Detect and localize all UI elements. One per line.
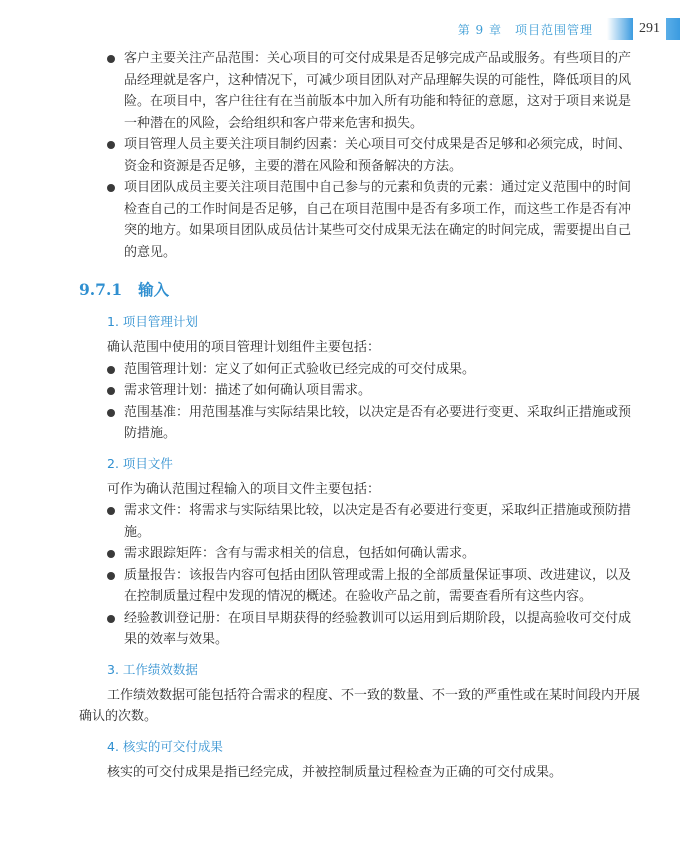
list-item: 经验教训登记册：在项目早期获得的经验教训可以运用到后期阶段，以提高验收可交付成果的效率与效果。 [0,608,680,651]
subsection-paragraph: 核实的可交付成果是指已经完成，并被控制质量过程检查为正确的可交付成果。 [107,764,563,780]
chapter-title: 第 9 章 项目范围管理 [457,22,593,37]
bullet-icon [107,141,115,149]
page-tab-decoration-right [666,18,680,40]
list-item: 需求管理计划：描述了如何确认项目需求。 [0,380,680,402]
subsection-intro: 确认范围中使用的项目管理计划组件主要包括： [107,340,381,355]
page-number: 291 [639,21,660,36]
intro-bullet-list [0,48,680,263]
list-item: 范围基准：用范围基准与实际结果比较，以决定是否有必要进行变更、采取纠正措施或预防措施。 [0,402,680,445]
subsection-bullet-list [0,359,680,445]
section-title: 输入 [138,280,170,299]
bullet-icon [107,550,115,558]
bullet-icon [107,409,115,417]
bullet-icon [107,55,115,63]
list-item: 质量报告：该报告内容可包括由团队管理或需上报的全部质量保证事项、改进建议，以及在控制质量过程中发现的情况的概述。在验收产品之前，需要查看所有这些内容。 [0,565,680,608]
list-item: 客户主要关注产品范围：关心项目的可交付成果是否足够完成产品或服务。有些项目的产品经理就是客户，这种情况下，可减少项目团队对产品理解失误的可能性，降低项目的风险。在项目中，客户往往有在当前版本中加入所有功能和特征的意愿，这对于项目来说是一种潜在的风险，会给组织和客户带来危害和损失。 [0,48,680,134]
list-item: 项目管理人员主要关注项目制约因素：关心项目可交付成果是否足够和必须完成，时间、资金和资源是否足够，主要的潜在风险和预备解决的方法。 [0,134,680,177]
bullet-icon [107,572,115,580]
bullet-icon [107,387,115,395]
bullet-icon [107,507,115,515]
page-body [0,48,680,783]
page-tab-decoration [607,18,633,40]
list-item: 需求跟踪矩阵：含有与需求相关的信息，包括如何确认需求。 [0,543,680,565]
section-number: 9.7.1 [79,280,123,299]
bullet-icon [107,184,115,192]
subsection-paragraph: 工作绩效数据可能包括符合需求的程度、不一致的数量、不一致的严重性或在某时间段内开展确认的次数。 [79,687,641,724]
subsection-heading: 1. 项目管理计划 [107,314,198,329]
list-item: 需求文件：将需求与实际结果比较，以决定是否有必要进行变更，采取纠正措施或预防措施。 [0,500,680,543]
subsection-intro: 可作为确认范围过程输入的项目文件主要包括： [107,481,381,497]
running-header [458,18,680,40]
subsection-heading: 3. 工作绩效数据 [107,661,198,677]
bullet-icon [107,366,115,374]
bullet-icon [107,615,115,623]
subsection-heading: 4. 核实的可交付成果 [107,738,223,754]
subsection-bullet-list [0,500,680,651]
subsection-heading: 2. 项目文件 [107,455,173,471]
section-heading [79,277,680,303]
list-item: 范围管理计划：定义了如何正式验收已经完成的可交付成果。 [0,359,680,381]
list-item: 项目团队成员主要关注项目范围中自己参与的元素和负责的元素：通过定义范围中的时间检查自己的工作时间是否足够，自己在项目范围中是否有多项工作，而这些工作是否有冲突的地方。如果项目团队成员估计某些可交付成果无法在确定的时间完成，需要提出自己的意见。 [0,177,680,263]
